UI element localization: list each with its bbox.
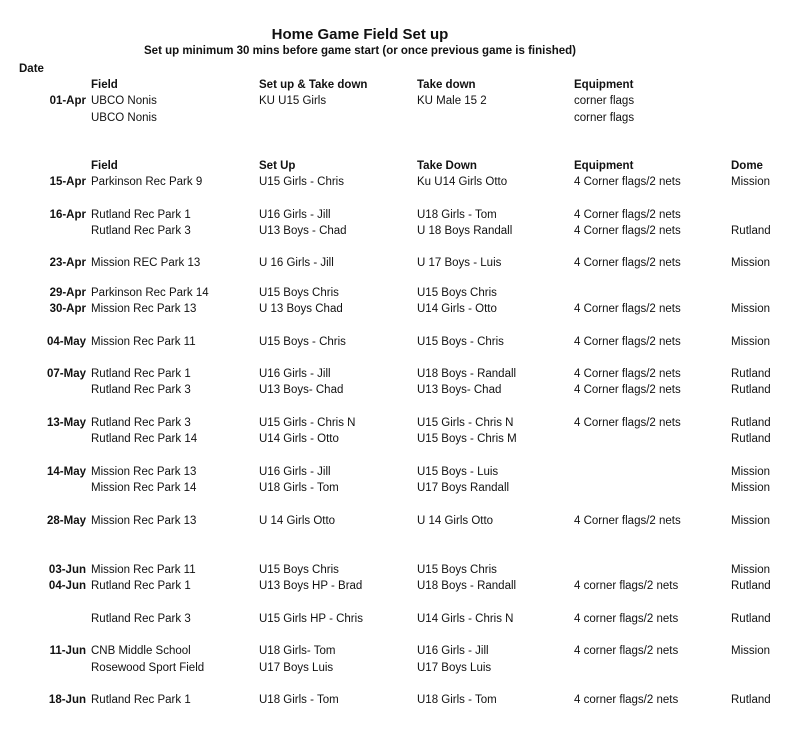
row-dome: Rutland	[731, 417, 771, 429]
schedule-row	[0, 255, 806, 271]
row-field: Mission Rec Park 13	[91, 303, 197, 315]
row-date: 30-Apr	[49, 303, 86, 315]
row-field: Rutland Rec Park 1	[91, 694, 191, 706]
row-field: Rutland Rec Park 1	[91, 209, 191, 221]
row-dome: Mission	[731, 466, 770, 478]
row-field: Rutland Rec Park 3	[91, 384, 191, 396]
row-dome: Mission	[731, 645, 770, 657]
schedule-row	[0, 692, 806, 708]
page-title: Home Game Field Set up	[271, 26, 449, 43]
row-setup: U15 Girls HP - Chris	[259, 613, 363, 625]
row-field: UBCO Nonis	[91, 95, 157, 107]
row-equipment: 4 corner flags/2 nets	[574, 580, 679, 592]
row-equipment: 4 Corner flags/2 nets	[574, 257, 681, 269]
schedule-row	[0, 415, 806, 431]
row-takedown: U 17 Boys - Luis	[417, 257, 502, 269]
row-field: Mission Rec Park 13	[91, 515, 197, 527]
row-setup: U 13 Boys Chad	[259, 303, 343, 315]
april-header-row	[0, 77, 806, 93]
header-equipment: Equipment	[574, 160, 634, 172]
row-date: 28-May	[47, 515, 86, 527]
schedule-row	[0, 334, 806, 350]
row-date: 04-May	[47, 336, 86, 348]
row-date: 23-Apr	[49, 257, 86, 269]
header-field: Field	[91, 160, 118, 172]
row-setup: U15 Girls - Chris N	[259, 417, 356, 429]
row-takedown: U 18 Boys Randall	[417, 225, 513, 237]
row-dome: Mission	[731, 564, 770, 576]
row-takedown: U14 Girls - Otto	[417, 303, 497, 315]
row-field: Mission Rec Park 11	[91, 336, 196, 348]
row-equipment: 4 Corner flags/2 nets	[574, 176, 681, 188]
row-equipment: 4 Corner flags/2 nets	[574, 303, 681, 315]
row-setup: U18 Girls - Tom	[259, 482, 339, 494]
row-date: 03-Jun	[48, 564, 86, 576]
header-dome: Dome	[731, 160, 763, 172]
schedule-row	[0, 285, 806, 301]
row-dome: Rutland	[731, 433, 771, 445]
row-equipment: 4 corner flags/2 nets	[574, 645, 679, 657]
row-equipment: 4 Corner flags/2 nets	[574, 225, 681, 237]
row-date: 15-Apr	[49, 176, 86, 188]
row-takedown: U15 Boys Chris	[417, 287, 497, 299]
row-setup: KU U15 Girls	[259, 95, 327, 107]
row-field: Rutland Rec Park 1	[91, 368, 191, 380]
schedule-row	[0, 93, 806, 109]
row-date: 13-May	[47, 417, 86, 429]
row-dome: Mission	[731, 515, 770, 527]
row-date: 11-Jun	[49, 645, 86, 657]
header-equipment: Equipment	[574, 79, 634, 91]
row-takedown: U15 Boys - Chris M	[417, 433, 517, 445]
row-date: 18-Jun	[48, 694, 86, 706]
date-column-label: Date	[19, 63, 44, 75]
row-takedown: U17 Boys Luis	[417, 662, 492, 674]
row-field: Rutland Rec Park 3	[91, 613, 191, 625]
row-setup: U13 Boys HP - Brad	[259, 580, 363, 592]
schedule-row	[0, 562, 806, 578]
schedule-row	[0, 480, 806, 496]
row-equipment: 4 Corner flags/2 nets	[574, 209, 681, 221]
schedule-row	[0, 643, 806, 659]
row-field: Parkinson Rec Park 14	[91, 287, 209, 299]
page-subtitle: Set up minimum 30 mins before game start (or once previous game is finished)	[144, 45, 576, 57]
row-setup: U16 Girls - Jill	[259, 466, 331, 478]
schedule-row	[0, 223, 806, 239]
row-equipment: 4 Corner flags/2 nets	[574, 384, 681, 396]
row-field: Mission Rec Park 11	[91, 564, 196, 576]
row-takedown: U14 Girls - Chris N	[417, 613, 514, 625]
row-setup: U 16 Girls - Jill	[259, 257, 334, 269]
row-takedown: U18 Boys - Randall	[417, 580, 517, 592]
row-setup: U13 Boys- Chad	[259, 384, 344, 396]
schedule-row	[0, 611, 806, 627]
row-field: Rutland Rec Park 3	[91, 225, 191, 237]
row-takedown: U17 Boys Randall	[417, 482, 510, 494]
row-field: Mission Rec Park 14	[91, 482, 197, 494]
row-field: Mission REC Park 13	[91, 257, 201, 269]
row-dome: Mission	[731, 482, 770, 494]
row-takedown: U18 Boys - Randall	[417, 368, 517, 380]
row-dome: Rutland	[731, 580, 771, 592]
row-field: Rutland Rec Park 1	[91, 580, 191, 592]
row-equipment: 4 Corner flags/2 nets	[574, 368, 681, 380]
row-dome: Mission	[731, 303, 770, 315]
row-takedown: U15 Girls - Chris N	[417, 417, 514, 429]
row-dome: Rutland	[731, 225, 771, 237]
row-takedown: U 14 Girls Otto	[417, 515, 494, 527]
row-field: Mission Rec Park 13	[91, 466, 197, 478]
row-dome: Rutland	[731, 368, 771, 380]
row-takedown: U18 Girls - Tom	[417, 694, 497, 706]
row-date: 04-Jun	[48, 580, 86, 592]
row-dome: Rutland	[731, 694, 771, 706]
row-equipment: corner flags	[574, 95, 635, 107]
row-date: 29-Apr	[49, 287, 86, 299]
schedule-row	[0, 301, 806, 317]
header-takedown: Take down	[417, 79, 476, 91]
row-takedown: Ku U14 Girls Otto	[417, 176, 508, 188]
row-takedown: U16 Girls - Jill	[417, 645, 489, 657]
row-setup: U15 Girls - Chris	[259, 176, 344, 188]
row-field: Rutland Rec Park 14	[91, 433, 198, 445]
row-setup: U15 Boys Chris	[259, 287, 339, 299]
schedule-row	[0, 464, 806, 480]
row-takedown: U15 Boys Chris	[417, 564, 497, 576]
main-header-row	[0, 158, 806, 174]
schedule-row	[0, 366, 806, 382]
row-dome: Rutland	[731, 613, 771, 625]
row-field: Rutland Rec Park 3	[91, 417, 191, 429]
row-takedown: U15 Boys - Luis	[417, 466, 499, 478]
schedule-row	[0, 431, 806, 447]
row-setup: U15 Boys Chris	[259, 564, 339, 576]
row-equipment: corner flags	[574, 112, 635, 124]
row-takedown: KU Male 15 2	[417, 95, 487, 107]
row-field: Parkinson Rec Park 9	[91, 176, 203, 188]
row-setup: U14 Girls - Otto	[259, 433, 339, 445]
row-setup: U15 Boys - Chris	[259, 336, 346, 348]
row-setup: U 14 Girls Otto	[259, 515, 336, 527]
row-date: 16-Apr	[49, 209, 86, 221]
row-field: Rosewood Sport Field	[91, 662, 205, 674]
header-takedown: Take Down	[417, 160, 477, 172]
row-takedown: U15 Boys - Chris	[417, 336, 504, 348]
header-setup: Set Up	[259, 160, 296, 172]
schedule-row	[0, 207, 806, 223]
row-setup: U16 Girls - Jill	[259, 368, 331, 380]
row-equipment: 4 Corner flags/2 nets	[574, 417, 681, 429]
header-field: Field	[91, 79, 118, 91]
row-date: 07-May	[47, 368, 86, 380]
header-setup-takedown: Set up & Take down	[259, 79, 368, 91]
row-equipment: 4 corner flags/2 nets	[574, 613, 679, 625]
row-dome: Mission	[731, 257, 770, 269]
row-takedown: U13 Boys- Chad	[417, 384, 502, 396]
row-date: 14-May	[47, 466, 86, 478]
row-setup: U18 Girls - Tom	[259, 694, 339, 706]
schedule-row	[0, 578, 806, 594]
row-equipment: 4 Corner flags/2 nets	[574, 336, 681, 348]
schedule-row	[0, 110, 806, 126]
row-field: UBCO Nonis	[91, 112, 157, 124]
row-setup: U16 Girls - Jill	[259, 209, 331, 221]
row-dome: Mission	[731, 176, 770, 188]
row-date: 01-Apr	[49, 95, 86, 107]
schedule-row	[0, 382, 806, 398]
row-field: CNB Middle School	[91, 645, 191, 657]
row-equipment: 4 corner flags/2 nets	[574, 694, 679, 706]
schedule-row	[0, 174, 806, 190]
row-setup: U17 Boys Luis	[259, 662, 334, 674]
row-setup: U13 Boys - Chad	[259, 225, 347, 237]
row-dome: Rutland	[731, 384, 771, 396]
schedule-row	[0, 513, 806, 529]
row-setup: U18 Girls- Tom	[259, 645, 336, 657]
schedule-row	[0, 660, 806, 676]
row-takedown: U18 Girls - Tom	[417, 209, 497, 221]
row-equipment: 4 Corner flags/2 nets	[574, 515, 681, 527]
row-dome: Mission	[731, 336, 770, 348]
